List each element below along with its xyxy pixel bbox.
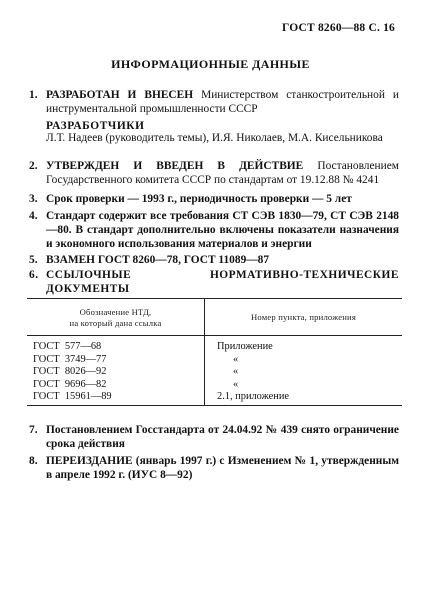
table-column-ref <box>217 341 397 404</box>
table-cell-ntd: ГОСТ 9696—82 <box>33 378 107 390</box>
developers-list: Л.Т. Надеев (руководитель темы), И.Я. Николаев, М.А. Кисельникова <box>46 132 383 144</box>
item-5-text: ВЗАМЕН ГОСТ 8260—78, ГОСТ 11089—87 <box>46 254 270 266</box>
item-number: 3. <box>29 193 38 205</box>
item-6 <box>29 268 399 296</box>
table-column-divider <box>204 335 205 405</box>
item-5 <box>29 253 399 267</box>
developers-heading: РАЗРАБОТЧИКИ <box>46 120 145 132</box>
table-header-ref: Номер пункта, приложения <box>250 312 357 322</box>
item-6-text: ССЫЛОЧНЫЕ НОРМАТИВНО-ТЕХНИЧЕСКИЕ ДОКУМЕНТЫ <box>46 269 399 295</box>
item-number: 1. <box>29 89 38 101</box>
table-cell-ntd: ГОСТ 8026—92 <box>33 366 107 377</box>
table-cell-ref: 2.1, приложение <box>217 391 290 402</box>
page-header: ГОСТ 8260—88 С. 16 <box>282 22 395 34</box>
item-2 <box>29 159 399 187</box>
section-title: ИНФОРМАЦИОННЫЕ ДАННЫЕ <box>111 57 310 71</box>
item-number: 5. <box>29 254 38 266</box>
table-top-border <box>27 298 402 299</box>
table-cell-ntd: ГОСТ 3749—77 <box>33 353 107 365</box>
item-7 <box>29 423 399 451</box>
table-header-ntd: Обозначение НТД, на который дана ссылка <box>69 307 162 328</box>
item-1-bold: РАЗРАБОТАН И ВНЕСЕН <box>46 89 194 101</box>
item-7-text: Постановлением Госстандарта от 24.04.92 № 439 снято ограничение срока действия <box>46 424 399 450</box>
table-cell-ntd: ГОСТ 577—68 <box>33 341 102 352</box>
table-cell-ref: « <box>233 353 239 365</box>
table-column-ntd <box>33 341 193 404</box>
item-3 <box>29 192 399 206</box>
table-bottom-border <box>27 405 402 406</box>
item-number: 6. <box>29 269 39 281</box>
table-cell-ref: « <box>233 366 239 377</box>
table-cell-ntd: ГОСТ 15961—89 <box>33 391 112 402</box>
table-cell-ref: « <box>233 378 239 390</box>
item-8-text: ПЕРЕИЗДАНИЕ (январь 1997 г.) с Изменением № 1, утвержденным в апреле 1992 г. (ИУС 8—92) <box>46 455 399 481</box>
item-3-text: Срок проверки — 1993 г., периодичность проверки — 5 лет <box>46 193 352 205</box>
item-2-bold: УТВЕРЖДЕН И ВВЕДЕН В ДЕЙСТВИЕ <box>46 160 304 172</box>
item-number: 8. <box>29 455 38 467</box>
item-number: 2. <box>29 160 38 172</box>
table-header-border <box>27 335 402 336</box>
item-number: 4. <box>29 210 38 222</box>
item-2-text: Постановлением Государственного комитета СССР по стандартам от 19.12.88 № 4241 <box>46 160 399 186</box>
item-4-text: Стандарт содержит все требования СТ СЭВ 1830—79, СТ СЭВ 2148—80. В стандарт дополнительно включены показатели назначения и экономного использования материалов и энергии <box>46 210 399 250</box>
item-8 <box>29 454 399 482</box>
item-number: 7. <box>29 424 38 436</box>
references-table <box>27 298 402 402</box>
item-1 <box>29 88 399 116</box>
table-cell-ref: Приложение <box>217 341 273 352</box>
item-1-text: Министерством станкостроительной и инструментальной промышленности СССР <box>46 89 399 115</box>
item-4 <box>29 209 399 251</box>
